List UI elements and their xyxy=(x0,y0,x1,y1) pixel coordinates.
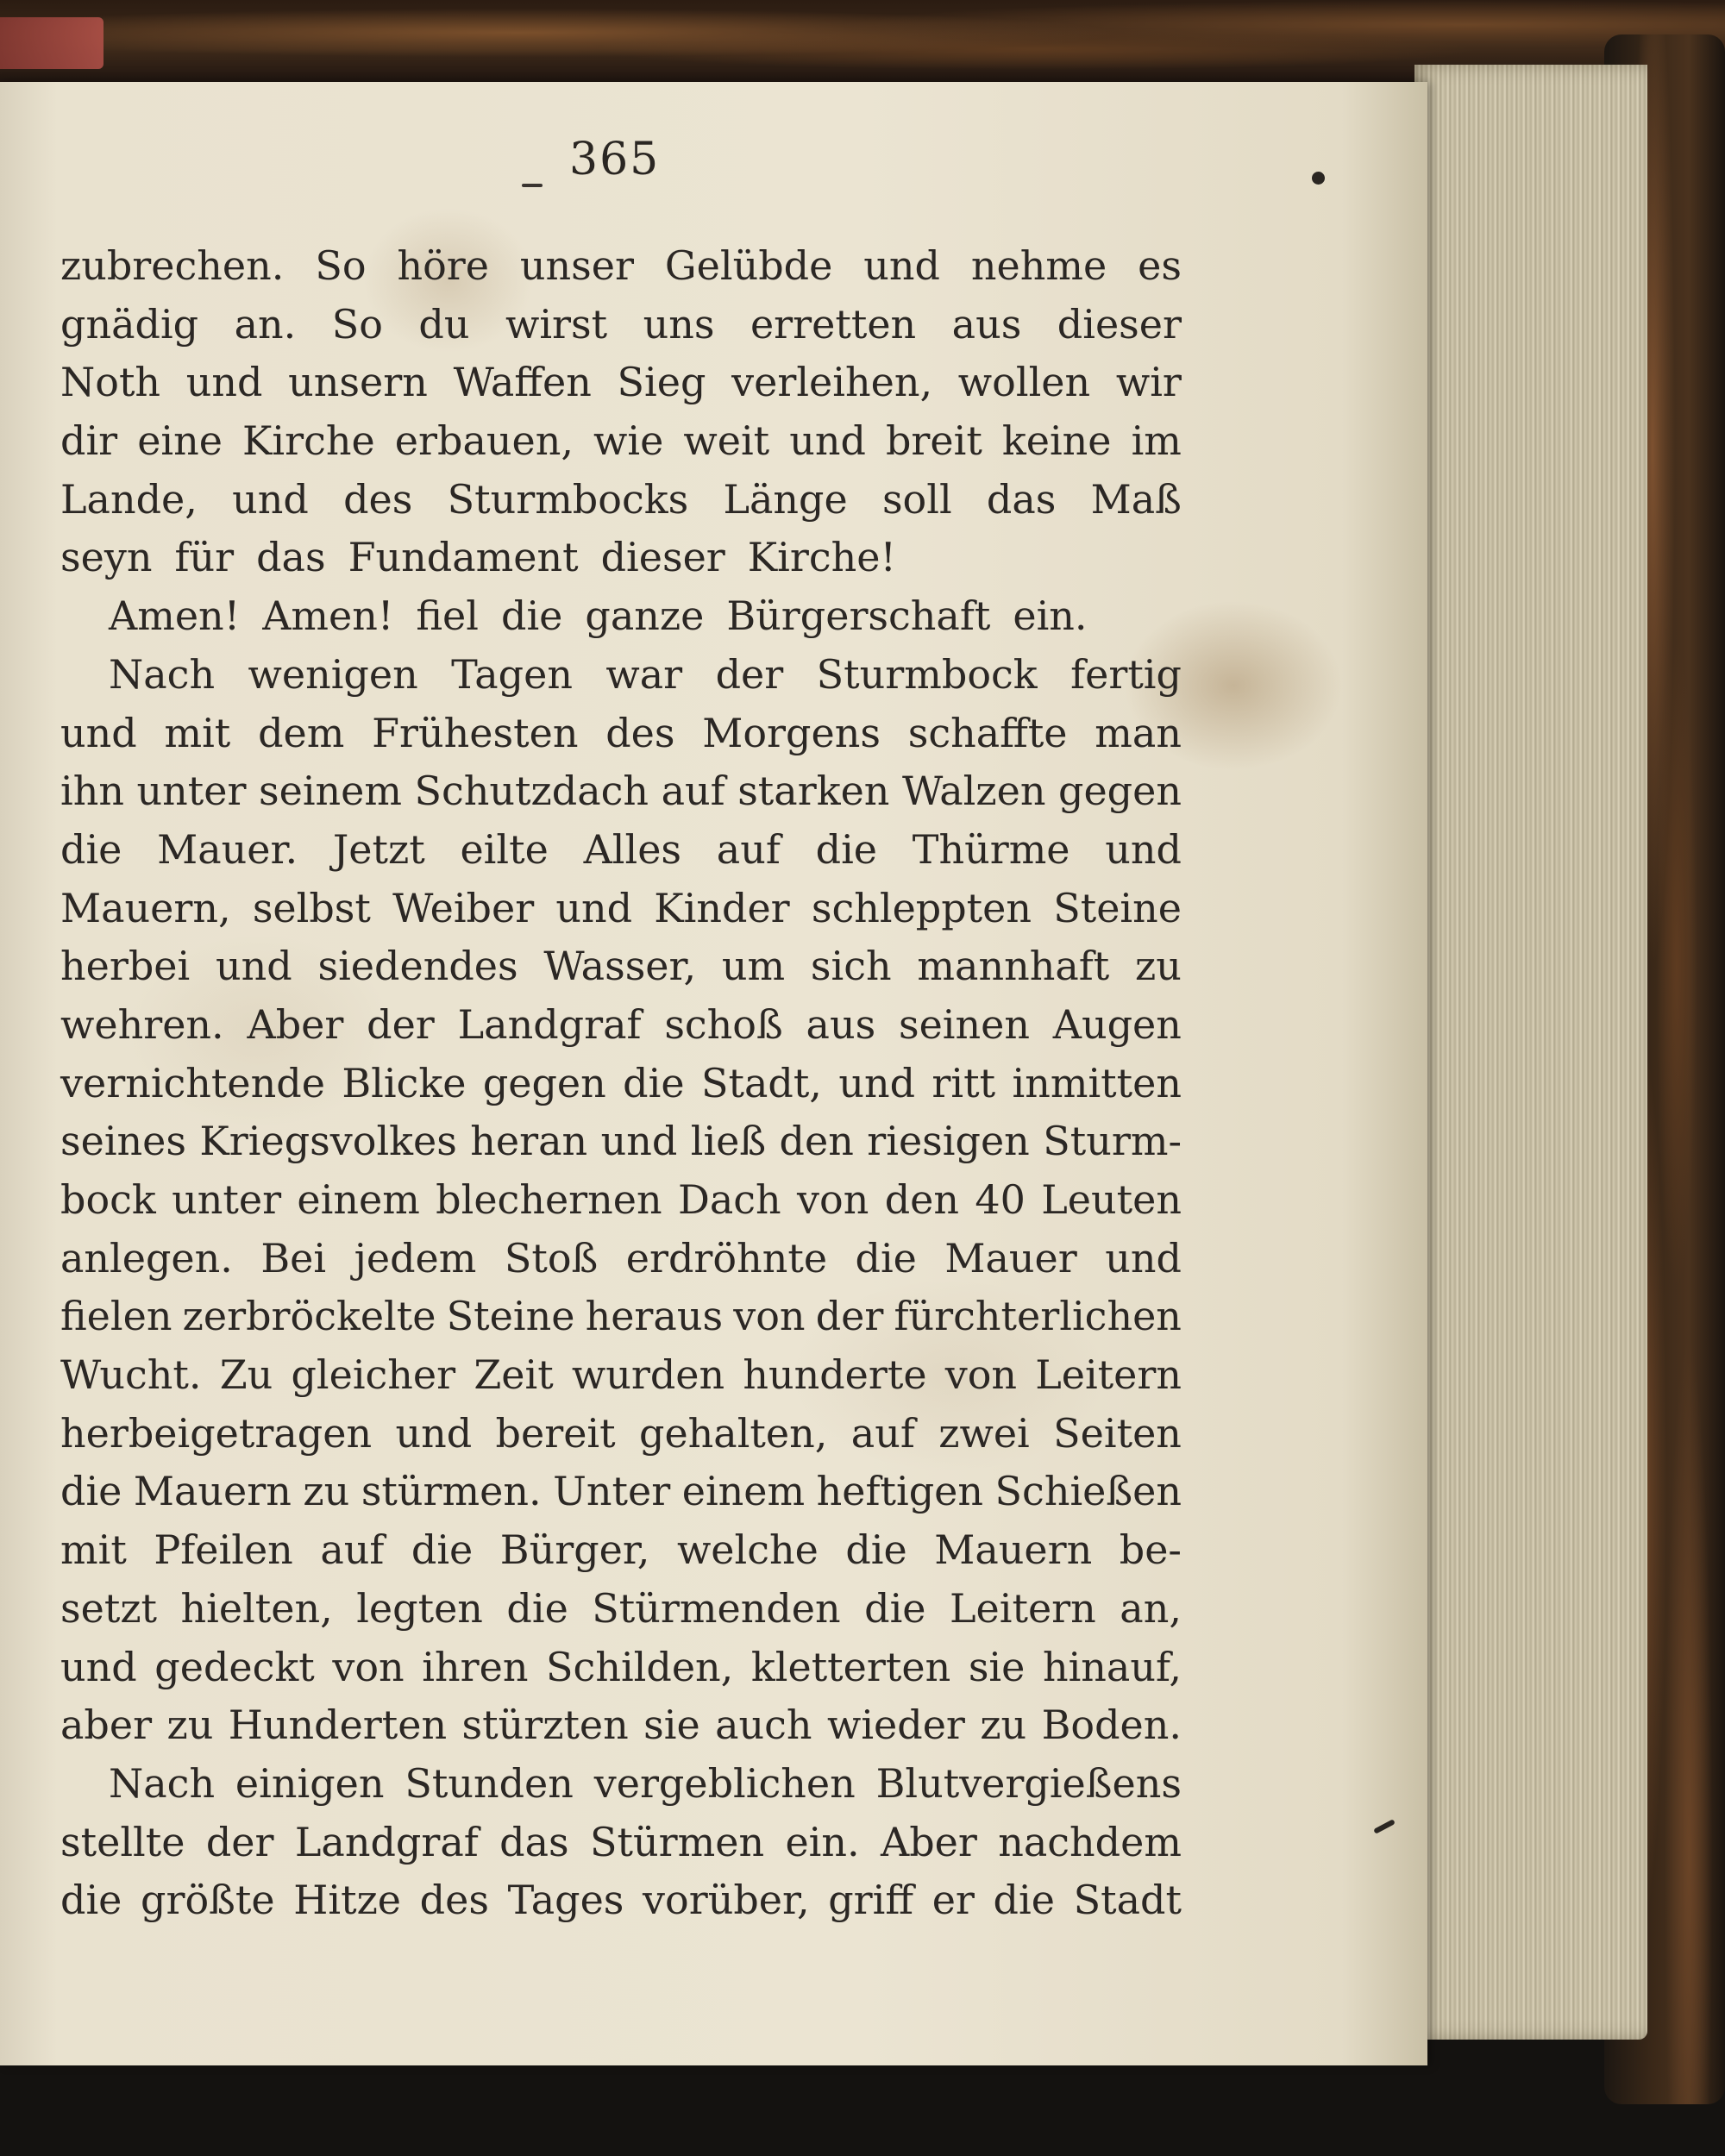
word: er xyxy=(932,1877,975,1924)
word: weit xyxy=(683,417,770,465)
word: Augen xyxy=(1052,1000,1182,1048)
word: war xyxy=(605,650,683,698)
word: Walzen xyxy=(901,768,1046,815)
text-line xyxy=(60,996,1182,1055)
word: uns xyxy=(643,300,715,348)
word: Weiber xyxy=(392,884,535,931)
word: die xyxy=(845,1526,907,1574)
word: unsern xyxy=(288,359,428,406)
word: von xyxy=(797,1176,869,1223)
word: Hitze xyxy=(293,1877,402,1924)
text-line xyxy=(60,880,1182,938)
word: sie xyxy=(968,1643,1026,1690)
word: zu xyxy=(166,1702,214,1749)
word: Mauer. xyxy=(157,825,298,873)
word: Tages xyxy=(507,1877,624,1924)
word: kletterten xyxy=(750,1643,951,1690)
word: und xyxy=(600,1118,678,1165)
word: des xyxy=(605,709,675,756)
word: aus xyxy=(951,300,1022,348)
word: fürchterlichen xyxy=(894,1293,1182,1340)
word: einem xyxy=(681,1468,806,1515)
word: seines xyxy=(60,1118,186,1165)
word: Leitern xyxy=(949,1584,1096,1632)
word: ritt xyxy=(932,1059,996,1106)
text-line xyxy=(60,821,1182,880)
text-line xyxy=(60,1639,1182,1697)
word: riesigen xyxy=(867,1118,1030,1165)
word: den xyxy=(779,1118,854,1165)
word: legten xyxy=(356,1584,483,1632)
word: Stürmen xyxy=(589,1818,765,1865)
word: zubrechen. xyxy=(60,242,285,289)
word: zu xyxy=(1135,943,1182,990)
word: der xyxy=(367,1000,435,1048)
word: des xyxy=(343,475,413,523)
word: den xyxy=(884,1176,959,1223)
word: wirst xyxy=(505,300,608,348)
text-line xyxy=(60,1346,1182,1405)
word: Leuten xyxy=(1041,1176,1182,1223)
word: ein. xyxy=(785,1818,860,1865)
word: und xyxy=(232,475,309,523)
word: im xyxy=(1131,417,1182,465)
word: der xyxy=(715,650,784,698)
word: blechernen xyxy=(436,1176,662,1223)
word: größte xyxy=(141,1877,275,1924)
word: seinem xyxy=(258,768,402,815)
word: die xyxy=(855,1234,917,1282)
word: und xyxy=(789,417,866,465)
word: ließ xyxy=(690,1118,767,1165)
word: die xyxy=(411,1526,474,1574)
text-line xyxy=(60,1755,1182,1814)
word: nachdem xyxy=(998,1818,1182,1865)
word: Aber xyxy=(247,1000,344,1048)
word: starken xyxy=(737,768,890,815)
word: verleihen, xyxy=(731,359,933,406)
word: selbst xyxy=(252,884,371,931)
word: fiel xyxy=(416,592,479,640)
word: vergeblichen xyxy=(593,1759,856,1807)
word: von xyxy=(733,1293,806,1340)
word: gedeckt xyxy=(154,1643,315,1690)
page-number: 365 xyxy=(569,134,661,185)
text-line xyxy=(60,354,1182,412)
text-line xyxy=(60,296,1182,354)
word: Leitern xyxy=(1035,1351,1182,1399)
word: hielten, xyxy=(180,1584,333,1632)
word: zu xyxy=(303,1468,350,1515)
word: dieser xyxy=(1057,300,1182,348)
word: und xyxy=(555,884,633,931)
word: nehme xyxy=(970,242,1107,289)
ink-dot-mark xyxy=(1312,172,1325,185)
word: aus xyxy=(806,1000,876,1048)
word: Amen! xyxy=(109,592,241,640)
word: auf xyxy=(716,825,781,873)
word: Aber xyxy=(880,1818,977,1865)
word: für xyxy=(174,534,235,581)
word: Blicke xyxy=(342,1059,467,1106)
word: Bürger, xyxy=(499,1526,650,1574)
word: Bei xyxy=(260,1234,327,1282)
word: gehalten, xyxy=(639,1409,828,1457)
word: keine xyxy=(1001,417,1112,465)
word: wenigen xyxy=(248,650,418,698)
word: die xyxy=(864,1584,926,1632)
word: an, xyxy=(1120,1584,1182,1632)
word: von xyxy=(332,1643,405,1690)
word: und xyxy=(60,709,137,756)
word: Schießen xyxy=(994,1468,1182,1515)
word: Sieg xyxy=(617,359,706,406)
word: wie xyxy=(593,417,664,465)
word: herbei xyxy=(60,943,191,990)
word: schleppten xyxy=(811,884,1032,931)
word: wehren. xyxy=(60,1000,224,1048)
word: heftigen xyxy=(816,1468,984,1515)
text-line xyxy=(60,587,1182,646)
word: dem xyxy=(258,709,345,756)
text-line xyxy=(60,1521,1182,1580)
word: wieder xyxy=(826,1702,965,1749)
word: be- xyxy=(1119,1526,1182,1574)
ink-dash-mark xyxy=(522,184,543,187)
book-page xyxy=(0,82,1427,2065)
word: wir xyxy=(1115,359,1182,406)
word: erbauen, xyxy=(394,417,574,465)
word: jedem xyxy=(354,1234,477,1282)
word: setzt xyxy=(60,1584,158,1632)
word: von xyxy=(944,1351,1018,1399)
word: mit xyxy=(60,1526,127,1574)
word: Hunderten xyxy=(228,1702,448,1749)
text-line xyxy=(60,471,1182,530)
word: Tagen xyxy=(451,650,573,698)
word: und xyxy=(863,242,940,289)
word: um xyxy=(721,943,786,990)
word: Dach xyxy=(677,1176,781,1223)
word: auf xyxy=(661,768,725,815)
text-line xyxy=(60,762,1182,821)
word: Boden. xyxy=(1041,1702,1182,1749)
word: zu xyxy=(980,1702,1027,1749)
word: schoß xyxy=(664,1000,783,1048)
text-line xyxy=(60,937,1182,996)
word: Unter xyxy=(553,1468,671,1515)
word: So xyxy=(315,242,367,289)
word: ihren xyxy=(422,1643,529,1690)
word: Schutzdach xyxy=(414,768,649,815)
word: Kirche! xyxy=(747,534,896,581)
word: Länge xyxy=(723,475,848,523)
word: die xyxy=(993,1877,1055,1924)
word: Landgraf xyxy=(294,1818,479,1865)
word: ihn xyxy=(60,768,124,815)
word: an. xyxy=(234,300,297,348)
word: heraus xyxy=(585,1293,724,1340)
word: dir xyxy=(60,417,118,465)
word: die xyxy=(506,1584,568,1632)
word: stürmen. xyxy=(361,1468,542,1515)
word: auf xyxy=(850,1409,915,1457)
word: breit xyxy=(885,417,982,465)
word: Mauern xyxy=(934,1526,1093,1574)
word: Landgraf xyxy=(457,1000,642,1048)
word: Thürme xyxy=(912,825,1070,873)
word: und xyxy=(60,1643,137,1690)
word: unser xyxy=(519,242,634,289)
word: der xyxy=(205,1818,274,1865)
word: hunderte xyxy=(743,1351,927,1399)
word: Zeit xyxy=(474,1351,554,1399)
word: und xyxy=(838,1059,916,1106)
word: hinauf, xyxy=(1042,1643,1182,1690)
word: Stoß xyxy=(504,1234,599,1282)
body-text xyxy=(60,237,1182,1930)
word: ganze xyxy=(585,592,705,640)
text-line xyxy=(60,1463,1182,1521)
word: stellte xyxy=(60,1818,185,1865)
word: herbeigetragen xyxy=(60,1409,373,1457)
word: Mauern, xyxy=(60,884,231,931)
word: ein. xyxy=(1013,592,1088,640)
word: Bürgerschaft xyxy=(726,592,991,640)
word: des xyxy=(419,1877,489,1924)
word: die xyxy=(60,825,122,873)
word: Mauern xyxy=(133,1468,292,1515)
word: Wasser, xyxy=(543,943,697,990)
red-ribbon xyxy=(0,17,104,69)
word: Maß xyxy=(1090,475,1182,523)
word: aber xyxy=(60,1702,153,1749)
word: einigen xyxy=(235,1759,385,1807)
word: seyn xyxy=(60,534,153,581)
word: wurden xyxy=(571,1351,725,1399)
text-line xyxy=(60,1405,1182,1463)
word: welche xyxy=(676,1526,819,1574)
word: das xyxy=(256,534,326,581)
text-line xyxy=(60,1696,1182,1755)
word: und xyxy=(1105,825,1182,873)
word: soll xyxy=(881,475,952,523)
word: siedendes xyxy=(317,943,518,990)
word: und xyxy=(185,359,263,406)
text-line xyxy=(60,1112,1182,1171)
text-line xyxy=(60,1055,1182,1113)
word: Waffen xyxy=(453,359,592,406)
word: Stürmenden xyxy=(592,1584,841,1632)
ink-tick-mark xyxy=(1373,1819,1396,1834)
word: seinen xyxy=(898,1000,1030,1048)
word: erdröhnte xyxy=(625,1234,828,1282)
word: fielen xyxy=(60,1293,172,1340)
word: gleicher xyxy=(291,1351,456,1399)
word: der xyxy=(815,1293,884,1340)
word: einem xyxy=(297,1176,420,1223)
word: Steine xyxy=(1053,884,1182,931)
text-line xyxy=(60,412,1182,471)
word: die xyxy=(501,592,563,640)
word: Amen! xyxy=(262,592,394,640)
word: Alles xyxy=(583,825,682,873)
page-edges xyxy=(1414,65,1647,2040)
word: die xyxy=(815,825,878,873)
word: Morgens xyxy=(702,709,881,756)
word: erretten xyxy=(750,300,917,348)
text-line xyxy=(60,529,1182,587)
word: inmitten xyxy=(1012,1059,1182,1106)
word: das xyxy=(499,1818,569,1865)
word: die xyxy=(60,1877,122,1924)
word: eine xyxy=(137,417,223,465)
word: Schilden, xyxy=(546,1643,734,1690)
word: höre xyxy=(397,242,489,289)
word: und xyxy=(395,1409,473,1457)
word: Noth xyxy=(60,359,161,406)
word: Nach xyxy=(109,650,216,698)
word: fertig xyxy=(1070,650,1182,698)
word: Jetzt xyxy=(332,825,425,873)
word: Steine xyxy=(446,1293,575,1340)
word: die xyxy=(60,1468,122,1515)
word: Wucht. xyxy=(60,1351,202,1399)
word: unter xyxy=(172,1176,282,1223)
word: das xyxy=(986,475,1057,523)
word: Pfeilen xyxy=(154,1526,293,1574)
word: Lande, xyxy=(60,475,198,523)
word: Blutvergießens xyxy=(875,1759,1182,1807)
word: gegen xyxy=(482,1059,606,1106)
word: bock xyxy=(60,1176,156,1223)
word: Stadt xyxy=(1073,1877,1182,1924)
word: 40 xyxy=(975,1176,1026,1223)
word: gnädig xyxy=(60,300,199,348)
word: gegen xyxy=(1058,768,1182,815)
word: stürzten xyxy=(461,1702,629,1749)
word: anlegen. xyxy=(60,1234,233,1282)
word: auch xyxy=(715,1702,812,1749)
word: es xyxy=(1138,242,1182,289)
word: Sturmbock xyxy=(816,650,1038,698)
word: Seiten xyxy=(1053,1409,1182,1457)
word: die xyxy=(623,1059,685,1106)
word: Nach xyxy=(109,1759,216,1807)
word: du xyxy=(418,300,470,348)
text-line xyxy=(60,1814,1182,1872)
word: griff xyxy=(828,1877,914,1924)
word: mannhaft xyxy=(917,943,1110,990)
word: eilte xyxy=(460,825,549,873)
word: vorüber, xyxy=(643,1877,810,1924)
word: Kinder xyxy=(654,884,790,931)
word: mit xyxy=(164,709,231,756)
word: dieser xyxy=(600,534,725,581)
word: Frühesten xyxy=(372,709,579,756)
word: zerbröckelte xyxy=(182,1293,436,1340)
word: Sturmbocks xyxy=(447,475,689,523)
text-line xyxy=(60,646,1182,705)
word: Sturm- xyxy=(1043,1118,1182,1165)
text-line xyxy=(60,1580,1182,1639)
text-line xyxy=(60,705,1182,763)
word: Stadt, xyxy=(700,1059,822,1106)
word: Mauer xyxy=(944,1234,1077,1282)
word: und xyxy=(1105,1234,1182,1282)
word: wollen xyxy=(957,359,1091,406)
word: sich xyxy=(810,943,892,990)
word: Gelübde xyxy=(664,242,833,289)
text-line xyxy=(60,1230,1182,1288)
word: bereit xyxy=(495,1409,616,1457)
text-line xyxy=(60,1871,1182,1930)
word: und xyxy=(216,943,292,990)
word: So xyxy=(331,300,383,348)
text-line xyxy=(60,237,1182,296)
word: sie xyxy=(643,1702,700,1749)
word: man xyxy=(1095,709,1182,756)
text-line xyxy=(60,1171,1182,1230)
word: schaffte xyxy=(907,709,1068,756)
word: Fundament xyxy=(348,534,579,581)
word: auf xyxy=(320,1526,385,1574)
word: vernichtende xyxy=(60,1059,325,1106)
word: zwei xyxy=(938,1409,1030,1457)
word: Zu xyxy=(219,1351,273,1399)
word: heran xyxy=(470,1118,588,1165)
text-line xyxy=(60,1288,1182,1346)
word: Kirche xyxy=(242,417,375,465)
word: unter xyxy=(136,768,247,815)
word: Kriegsvolkes xyxy=(199,1118,457,1165)
word: Stunden xyxy=(405,1759,574,1807)
